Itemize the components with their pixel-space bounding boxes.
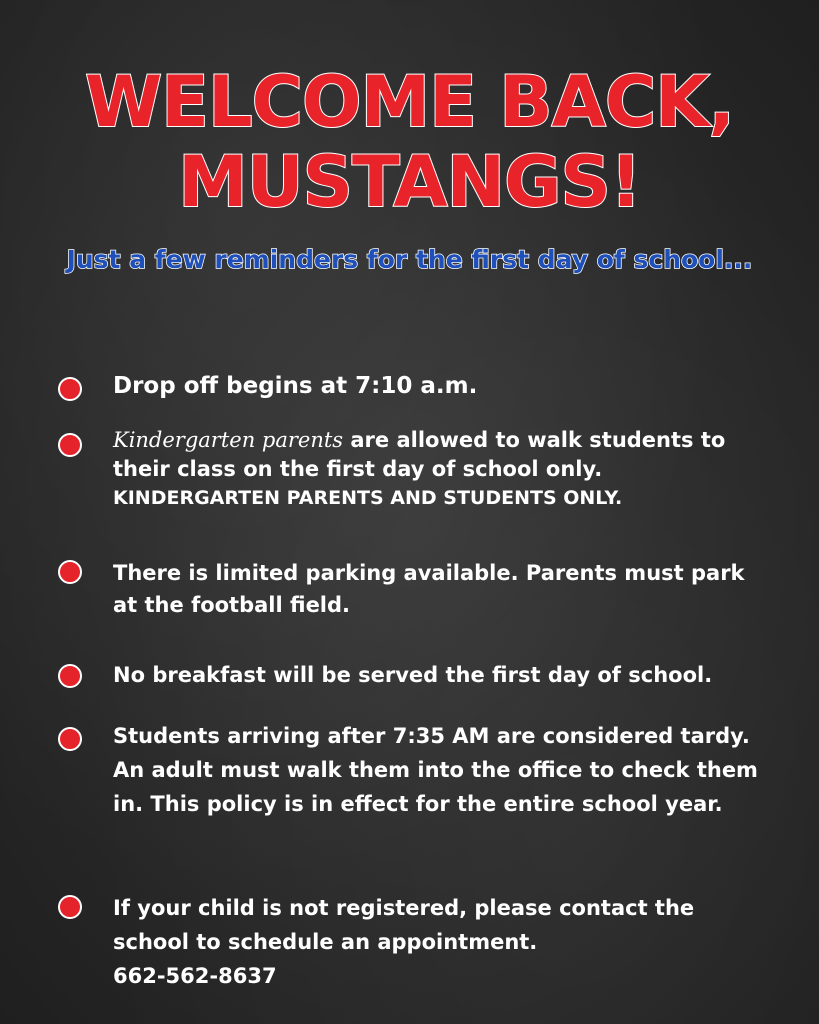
reminder-text: Drop off begins at 7:10 a.m.	[113, 373, 478, 399]
reminder-lead: Kindergarten parents	[113, 428, 344, 452]
headline-line-2: MUSTANGS!	[178, 141, 641, 223]
reminder-body: If your child is not registered, please contact the school to schedule an appointment.	[113, 896, 695, 954]
reminder-text: Students arriving after 7:35 AM are considered tardy. An adult must walk them into the office to check them in. This policy is in effect for the entire school year.	[113, 724, 758, 816]
headline	[0, 62, 819, 222]
bullet-icon	[58, 433, 82, 457]
bullet-icon	[58, 664, 82, 688]
reminder-note: KINDERGARTEN PARENTS AND STUDENTS ONLY.	[113, 487, 623, 509]
bullet-icon	[58, 560, 82, 584]
bullet-icon	[58, 895, 82, 919]
bullet-icon	[58, 727, 82, 751]
phone-number: 662-562-8637	[113, 964, 277, 988]
reminder-text	[113, 891, 773, 993]
reminder-text: No breakfast will be served the first day of school.	[113, 663, 713, 687]
reminder-body: are allowed to walk students to their class on the first day of school only.	[113, 428, 726, 481]
headline-line-1: WELCOME BACK,	[84, 61, 735, 143]
reminder-text: There is limited parking available. Parents must park at the football field.	[113, 561, 745, 617]
bullet-icon	[58, 377, 82, 401]
subtitle: Just a few reminders for the first day of school...	[66, 245, 753, 274]
reminder-text	[113, 426, 773, 513]
